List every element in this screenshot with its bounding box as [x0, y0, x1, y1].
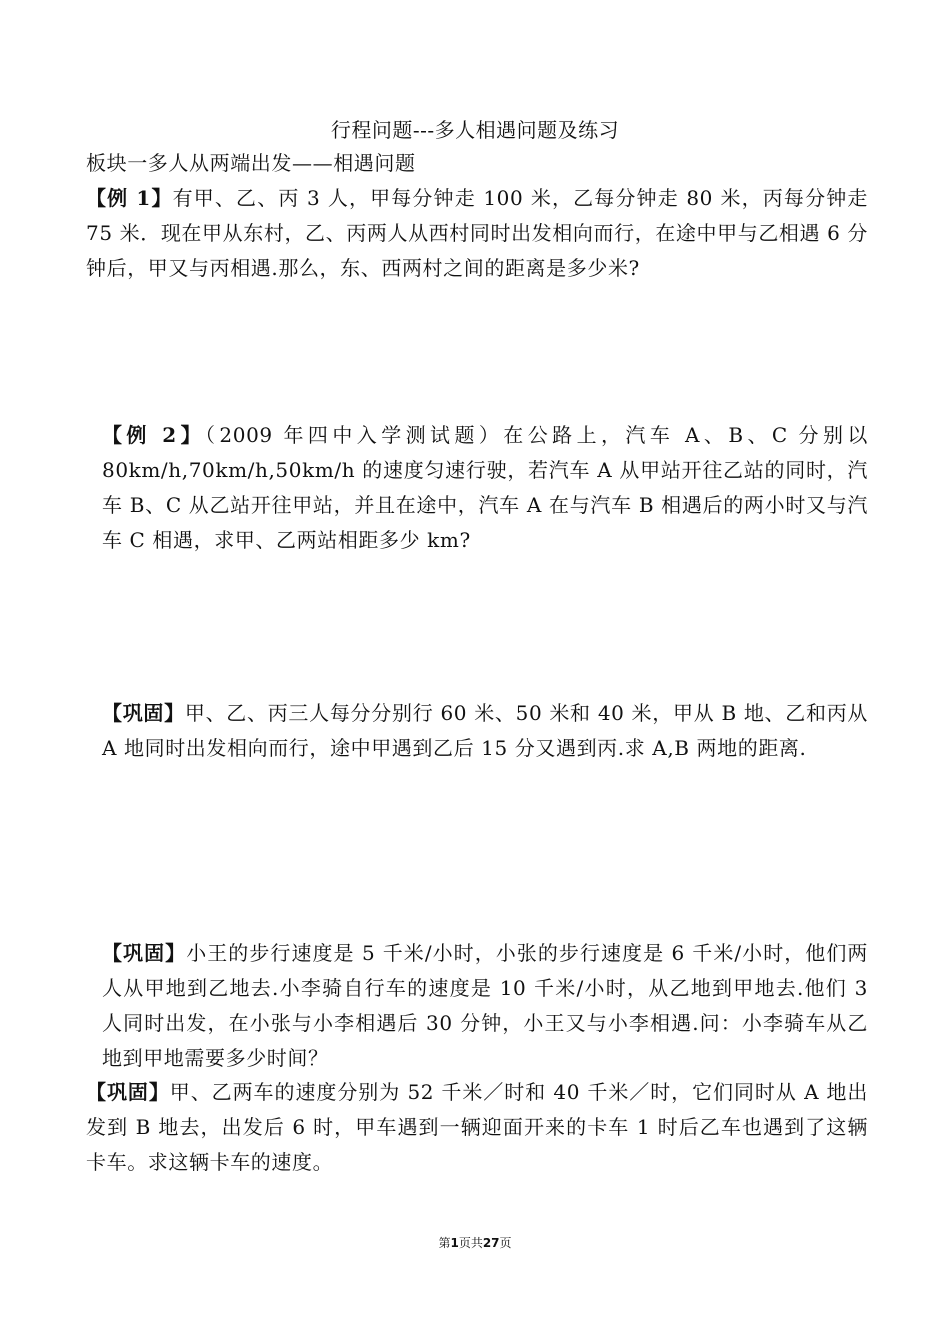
- problem-tag: 【例 1】: [86, 186, 173, 210]
- section-heading-text: 板块一多人从两端出发——相遇问题: [86, 151, 416, 175]
- problem-tag: 【巩固】: [102, 941, 187, 965]
- footer-middle: 页共: [458, 1236, 483, 1250]
- problem-example-2: [86, 418, 868, 558]
- problem-text: 有甲、乙、丙 3 人，甲每分钟走 100 米，乙每分钟走 80 米，丙每分钟走 75 米．现在甲从东村，乙、丙两人从西村同时出发相向而行，在途中甲与乙相遇 6 分钟后，甲又与丙相遇.那么，东、西两村之间的距离是多少米?: [86, 186, 868, 280]
- problem-practice-1: [86, 696, 868, 766]
- page-footer: [0, 1235, 950, 1251]
- footer-suffix: 页: [499, 1236, 512, 1250]
- problem-example-1: [86, 181, 868, 286]
- problem-text: 小王的步行速度是 5 千米/小时，小张的步行速度是 6 千米/小时，他们两人从甲地到乙地去.小李骑自行车的速度是 10 千米/小时，从乙地到甲地去.他们 3 人同时出发，在小张与小李相遇后 30 分钟，小王又与小李相遇.问：小李骑车从乙地到甲地需要多少时间？: [102, 941, 868, 1070]
- problem-practice-3: [86, 1075, 868, 1180]
- problem-text: 甲、乙两车的速度分别为 52 千米／时和 40 千米／时，它们同时从 A 地出发到 B 地去，出发后 6 时，甲车遇到一辆迎面开来的卡车 1 时后乙车也遇到了这辆卡车。求这辆卡车的速度。: [86, 1080, 868, 1174]
- problem-practice-2: [86, 936, 868, 1076]
- problem-tag: 【巩固】: [86, 1080, 170, 1104]
- footer-prefix: 第: [438, 1236, 451, 1250]
- section-heading: [86, 146, 868, 181]
- problem-text: 甲、乙、丙三人每分分别行 60 米、50 米和 40 米，甲从 B 地、乙和丙从 A 地同时出发相向而行，途中甲遇到乙后 15 分又遇到丙.求 A,B 两地的距离.: [102, 701, 869, 760]
- problem-text: （2009 年四中入学测试题）在公路上，汽车 A、B、C 分别以 80km/h,70km/h,50km/h 的速度匀速行驶，若汽车 A 从甲站开往乙站的同时，汽车 B、C 从乙站开往甲站，并且在途中，汽车 A 在与汽车 B 相遇后的两小时又与汽车 C 相遇，求甲、乙两站相距多少 km?: [102, 423, 868, 552]
- problem-tag: 【例 2】: [102, 423, 205, 447]
- document-title: 行程问题---多人相遇问题及练习: [330, 118, 620, 142]
- problem-tag: 【巩固】: [102, 701, 185, 725]
- footer-current-page: 1: [450, 1236, 459, 1250]
- footer-total-pages: 27: [482, 1236, 500, 1250]
